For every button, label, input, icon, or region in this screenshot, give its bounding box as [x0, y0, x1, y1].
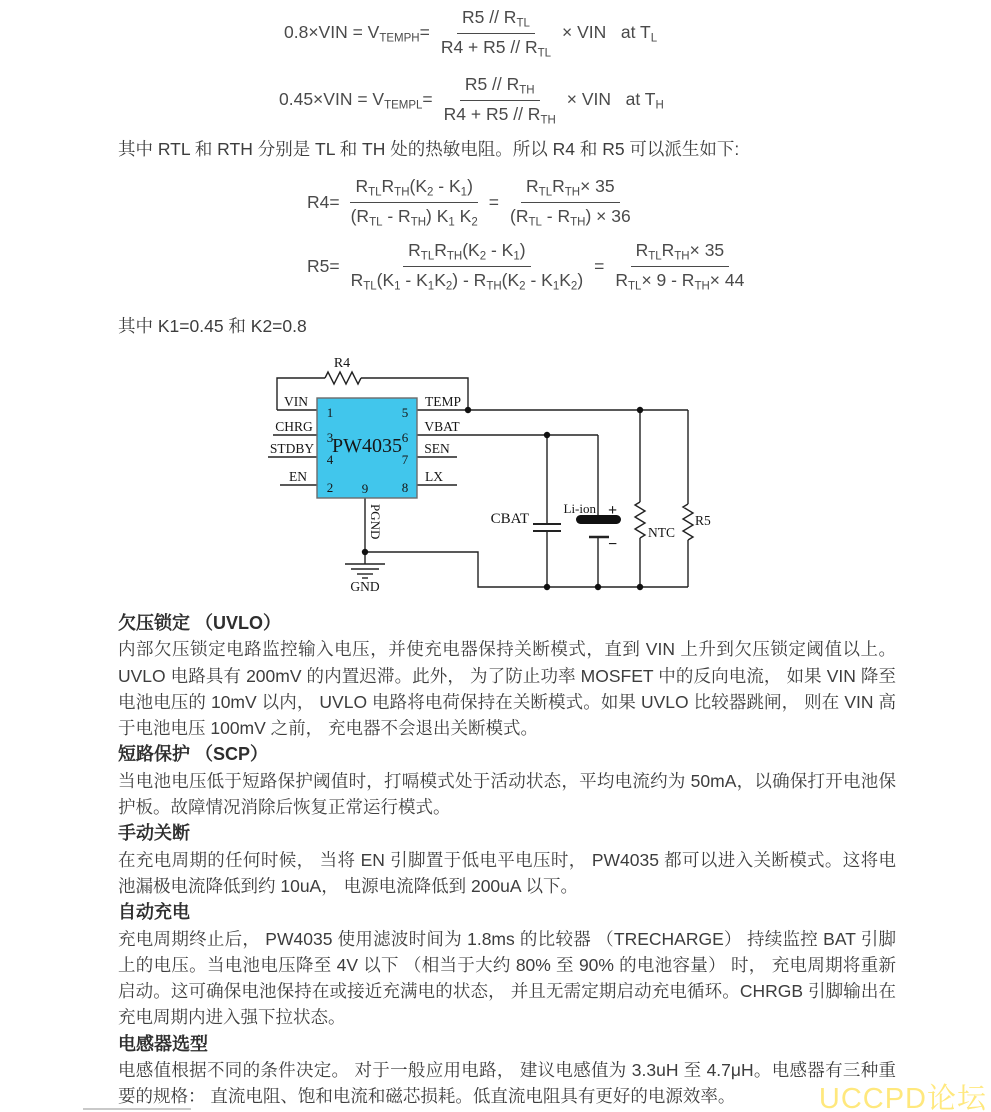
formula-lead: R5= — [307, 255, 340, 276]
pin-number-3: 3 — [326, 430, 334, 445]
formula-vtempl — [279, 74, 664, 126]
section-body-auto-recharge: 充电周期终止后， PW4035 使用滤波时间为 1.8ms 的比较器 （TRECHARGE） 持续监控 BAT 引脚上的电压。当电池电压降至 4V 以下 （相当于大约 80% 至 90% 的电池容量） 时， 充电周期将重新启动。这可确保电池保持在或接近充满电的状态， 并且无需定期启动充电循环。CHRGB 引脚输出在充电周期内进入强下拉状态。 — [118, 928, 896, 1028]
intro-paragraph: 其中 RTL 和 RTH 分别是 TL 和 TH 处的热敏电阻。所以 R4 和 R5 可以派生如下: — [118, 139, 740, 159]
text-sections — [118, 610, 896, 1110]
section-body-scp: 当电池电压低于短路保护阈值时，打嗝模式处于活动状态，平均电流约为 50mA，以确保打开电池保护板。故障情况消除后恢复正常运行模式。 — [118, 770, 896, 818]
section-heading-scp: 短路保护 （SCP） — [118, 744, 269, 765]
fraction-denominator: $R_{TL}\times 9 - R_{TH}\times 44$ — [615, 269, 745, 292]
plus-sign: + — [608, 502, 618, 519]
capacitor-cbat-symbol — [533, 435, 561, 587]
gnd-label: GND — [350, 579, 380, 594]
pin-number-4: 4 — [326, 452, 334, 467]
fraction-numerator: $R_{TL}R_{TH}(K_2 - K_1)$ — [403, 240, 530, 267]
pin-number-1: 1 — [326, 405, 334, 420]
section-body-uvlo: 内部欠压锁定电路监控输入电压，并使充电器保持关断模式，直到 VIN 上升到欠压锁定阈值以上。UVLO 电路具有 200mV 的内置迟滞。此外， 为了防止功率 MOSFET 中的反向电流， 如果 VIN 降至电池电压的 10mV 以内， UVLO 电路将电荷保持在关断模式。如果 UVLO 比较器跳闸， 则在 VIN 高于电池电压 100mV 之前， 充电器不会退出关断模式。 — [118, 639, 896, 739]
pin-number-5: 5 — [401, 405, 409, 420]
pin-label-vin: VIN — [284, 394, 308, 409]
formula-r5 — [307, 240, 749, 292]
fraction-denominator: $(R_{TL} - R_{TH}) \times 36$ — [510, 205, 631, 228]
ground-symbol — [345, 552, 385, 578]
fraction — [439, 74, 561, 126]
fraction — [436, 7, 556, 59]
formula-vtemph — [284, 7, 657, 59]
section-body-inductor-selection: 电感值根据不同的条件决定。 对于一般应用电路， 建议电感值为 3.3uH 至 4.7μH。电感器有三种重要的规格： 直流电阻、饱和电流和磁芯损耗。低直流电阻具有更好的电源效率。 — [118, 1060, 896, 1107]
fraction-numerator: $R_{TL}R_{TH}\times 35$ — [631, 240, 730, 267]
section-heading-inductor-selection: 电感器选型 — [118, 1033, 208, 1054]
ntc-label: NTC — [648, 525, 675, 540]
pin-label-pgnd: PGND — [368, 504, 383, 540]
formula-r4 — [307, 176, 636, 228]
constants-paragraph: 其中 K1=0.45 和 K2=0.8 — [118, 316, 307, 336]
chip-label: PW4035 — [332, 435, 402, 457]
resistor-r5-symbol — [683, 410, 693, 587]
pin-number-6: 6 — [401, 430, 409, 445]
pin-number-2: 2 — [326, 480, 334, 495]
pin-number-9: 9 — [361, 481, 369, 496]
pin-label-stdby: STDBY — [269, 441, 315, 456]
fraction-numerator: $R5 // R_{TL}$ — [457, 7, 535, 34]
formula-tail: × VIN at $T_H$ — [566, 88, 664, 112]
watermark: UCCPD论坛 — [818, 1083, 987, 1112]
fraction — [346, 176, 483, 228]
circuit-diagram — [268, 352, 728, 604]
fraction — [346, 240, 589, 292]
fraction-numerator: $R_{TL}R_{TH}(K_2 - K_1)$ — [350, 176, 477, 203]
fraction-numerator: $R5 // R_{TH}$ — [460, 74, 540, 101]
pin-label-chrg: CHRG — [275, 419, 313, 434]
bottom-divider — [83, 1108, 191, 1110]
fraction-denominator: $R_{TL}(K_1 - K_1K_2) - R_{TH}(K_2 - K_1K_2)$ — [350, 269, 584, 292]
formula-lead: $0.45\times VIN = V_{TEMPL}=$ — [279, 88, 433, 112]
pin-label-temp: TEMP — [424, 394, 462, 409]
pin-label-en: EN — [289, 469, 307, 484]
pin-label-sen: SEN — [424, 441, 450, 456]
fraction — [505, 176, 636, 228]
section-heading-manual-shutdown: 手动关断 — [118, 823, 190, 844]
fraction-denominator: $(R_{TL} - R_{TH})$ $K_1$ $K_2$ — [350, 205, 478, 228]
section-heading-uvlo: 欠压锁定 （UVLO） — [118, 613, 282, 633]
minus-sign: − — [608, 536, 618, 553]
cbat-label: CBAT — [490, 511, 529, 527]
formula-lead: $0.8\times VIN = V_{TEMPH}=$ — [284, 21, 430, 45]
fraction-denominator: $R4 + R5 // R_{TH}$ — [443, 103, 556, 126]
equals-sign: = — [488, 191, 499, 212]
section-body-manual-shutdown: 在充电周期的任何时候， 当将 EN 引脚置于低电平电压时， PW4035 都可以进入关断模式。这将电池漏极电流降低到约 10uA， 电源电流降低到 200uA 以下。 — [118, 849, 896, 896]
pin-number-8: 8 — [401, 480, 409, 495]
pin-number-7: 7 — [401, 452, 409, 467]
r5-label: R5 — [695, 513, 711, 528]
battery-label: Li-ion — [563, 501, 596, 516]
pin-label-lx: LX — [425, 469, 443, 484]
fraction — [610, 240, 749, 292]
resistor-r4-symbol — [325, 372, 361, 384]
formula-lead: R4= — [307, 191, 340, 212]
pin-label-vbat: VBAT — [424, 419, 460, 434]
section-heading-auto-recharge: 自动充电 — [118, 902, 190, 923]
thermistor-ntc-symbol — [635, 410, 645, 587]
equals-sign: = — [594, 255, 605, 276]
fraction-numerator: $R_{TL}R_{TH}\times 35$ — [521, 176, 620, 203]
formula-tail: × VIN at $T_L$ — [562, 21, 658, 45]
r4-label: R4 — [333, 356, 351, 371]
fraction-denominator: $R4 + R5 // R_{TL}$ — [440, 36, 552, 59]
